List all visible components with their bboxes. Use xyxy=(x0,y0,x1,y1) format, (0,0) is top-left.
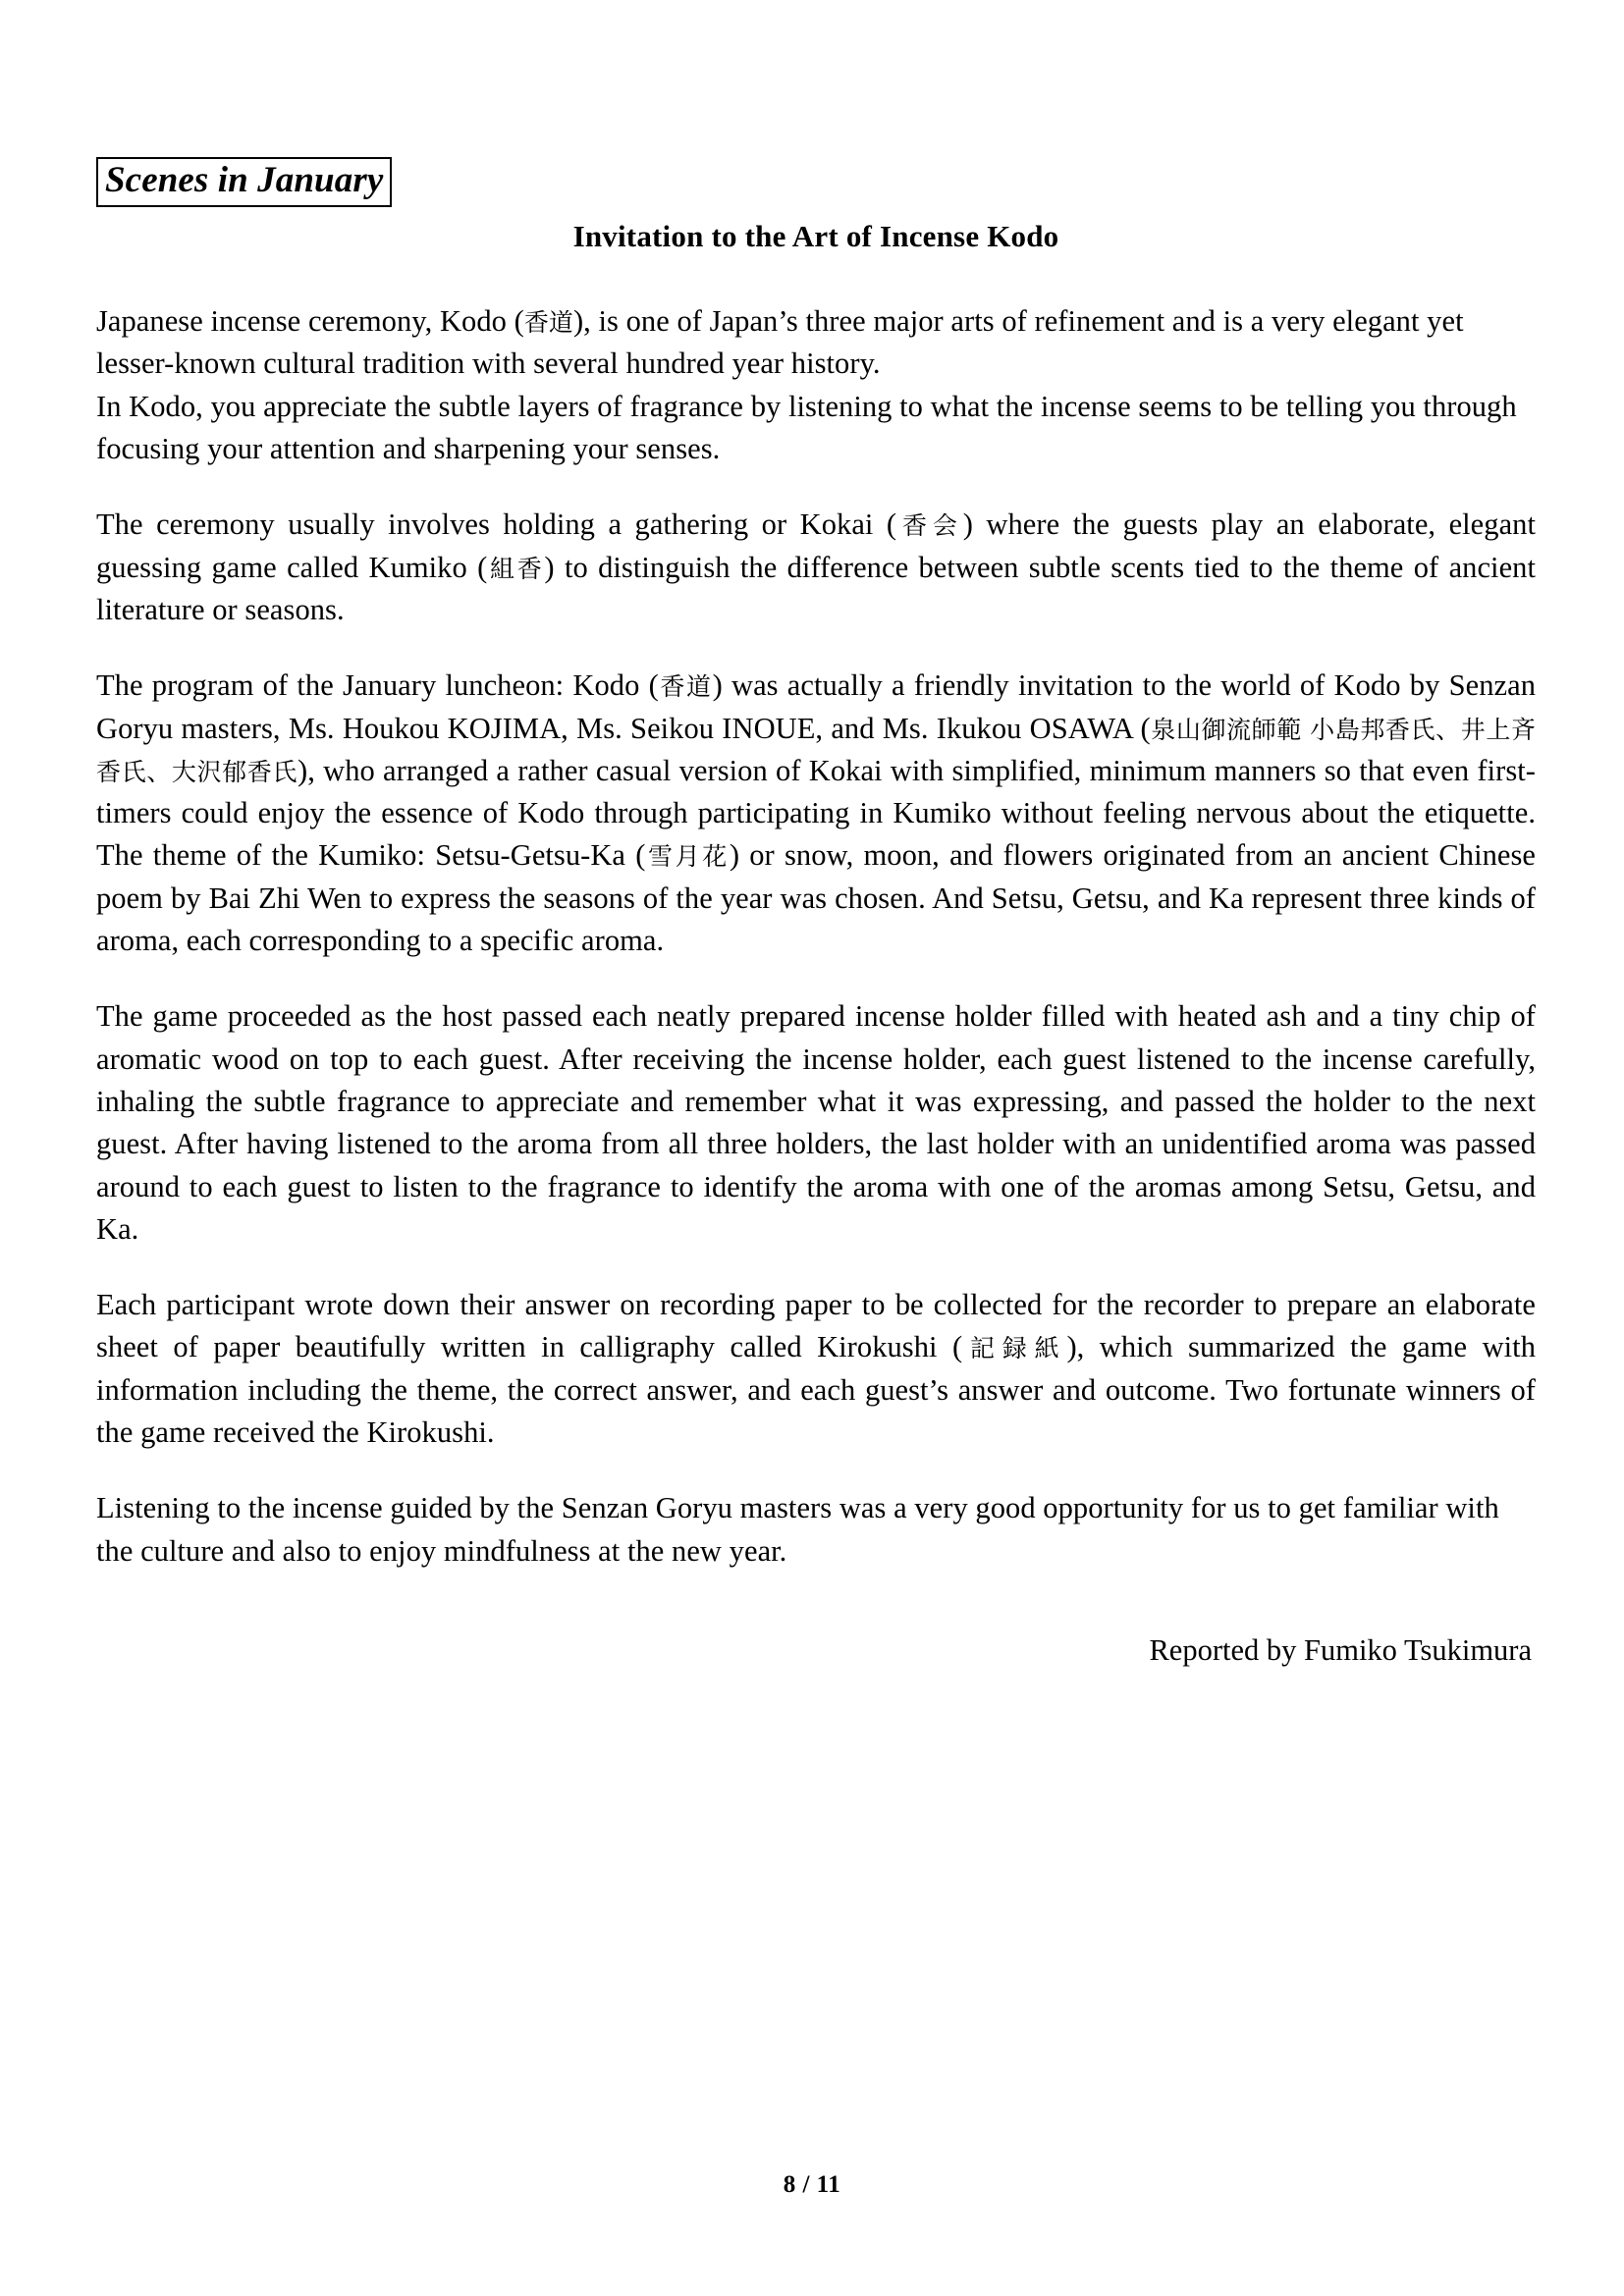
paragraph-5: Each participant wrote down their answer on recording paper to be collected for the recorder to prepare an elaborate sheet of paper beautifully written in calligraphy called Kirokushi (記録紙), which summarized the game with information including the theme, the correct answer, and each guest’s answer and outcome. Two fortunate winners of the game received the Kirokushi. xyxy=(96,1288,1537,1450)
paragraph-4: The game proceeded as the host passed each neatly prepared incense holder filled with heated ash and a tiny chip of aromatic wood on top to each guest. After receiving the incense holder, each guest listened to the incense carefully, inhaling the subtle fragrance to appreciate and remember what it was expressing, and passed the holder to the next guest. After having listened to the aroma from all three holders, the last holder with an unidentified aroma was passed around to each guest to listen to the fragrance to identify the aroma with one of the aromas among Setsu, Getsu, and Ka. xyxy=(96,999,1536,1246)
japanese-text: 雪月花 xyxy=(645,842,730,872)
japanese-text: 記録紙 xyxy=(962,1334,1067,1363)
paragraph-6: Listening to the incense guided by the Senzan Goryu masters was a very good opportunity for us to get familiar with the culture and also to enjoy mindfulness at the new year. xyxy=(96,1491,1499,1568)
japanese-text: 香会 xyxy=(896,511,963,541)
japanese-text: 組香 xyxy=(487,554,545,583)
paragraph-3: The program of the January luncheon: Kodo (香道) was actually a friendly invitation to the world of Kodo by Senzan Goryu masters, Ms. Houkou KOJIMA, Ms. Seikou INOUE, and Ms. Ikukou OSAWA (泉山御流師範 小島邦香氏、井上斉香氏、大沢郁香氏), who arranged a rather casual version of Kokai with simplified, minimum manners so that even first-timers could enjoy the essence of Kodo through participating in Kumiko without feeling nervous about the etiquette. The theme of the Kumiko: Setsu-Getsu-Ka (雪月花) or snow, moon, and flowers originated from an ancient Chinese poem by Bai Zhi Wen to express the seasons of the year was chosen. And Setsu, Getsu, and Ka represent three kinds of aroma, each corresponding to a specific aroma. xyxy=(96,668,1536,958)
page-content xyxy=(96,0,1536,1672)
paragraph-1: Japanese incense ceremony, Kodo (香道), is one of Japan’s three major arts of refinement and is a very elegant yet lesser-known cultural tradition with several hundred year history. In Kodo, you appreciate the subtle layers of fragrance by listening to what the incense seems to be telling you through focusing your attention and sharpening your senses. xyxy=(96,304,1517,466)
section-label-container xyxy=(96,0,1536,200)
section-label: Scenes in January xyxy=(96,157,392,207)
reporter-signature: Reported by Fumiko Tsukimura xyxy=(1149,1632,1532,1667)
japanese-text: 香道 xyxy=(658,672,713,702)
japanese-text: 小島邦香氏、井上斉香氏、大沢郁香氏 xyxy=(96,715,1536,786)
page-title: Invitation to the Art of Incense Kodo xyxy=(572,219,1059,253)
japanese-text: 香道 xyxy=(523,308,573,338)
page-number-footer: 8 / 11 xyxy=(783,2171,841,2198)
paragraph-2: The ceremony usually involves holding a gathering or Kokai (香会) where the guests play an elaborate, elegant guessing game called Kumiko (組香) to distinguish the difference between subtle scents tied to the theme of ancient literature or seasons. xyxy=(96,507,1536,626)
japanese-text: 泉山御流師範 xyxy=(1150,715,1302,744)
